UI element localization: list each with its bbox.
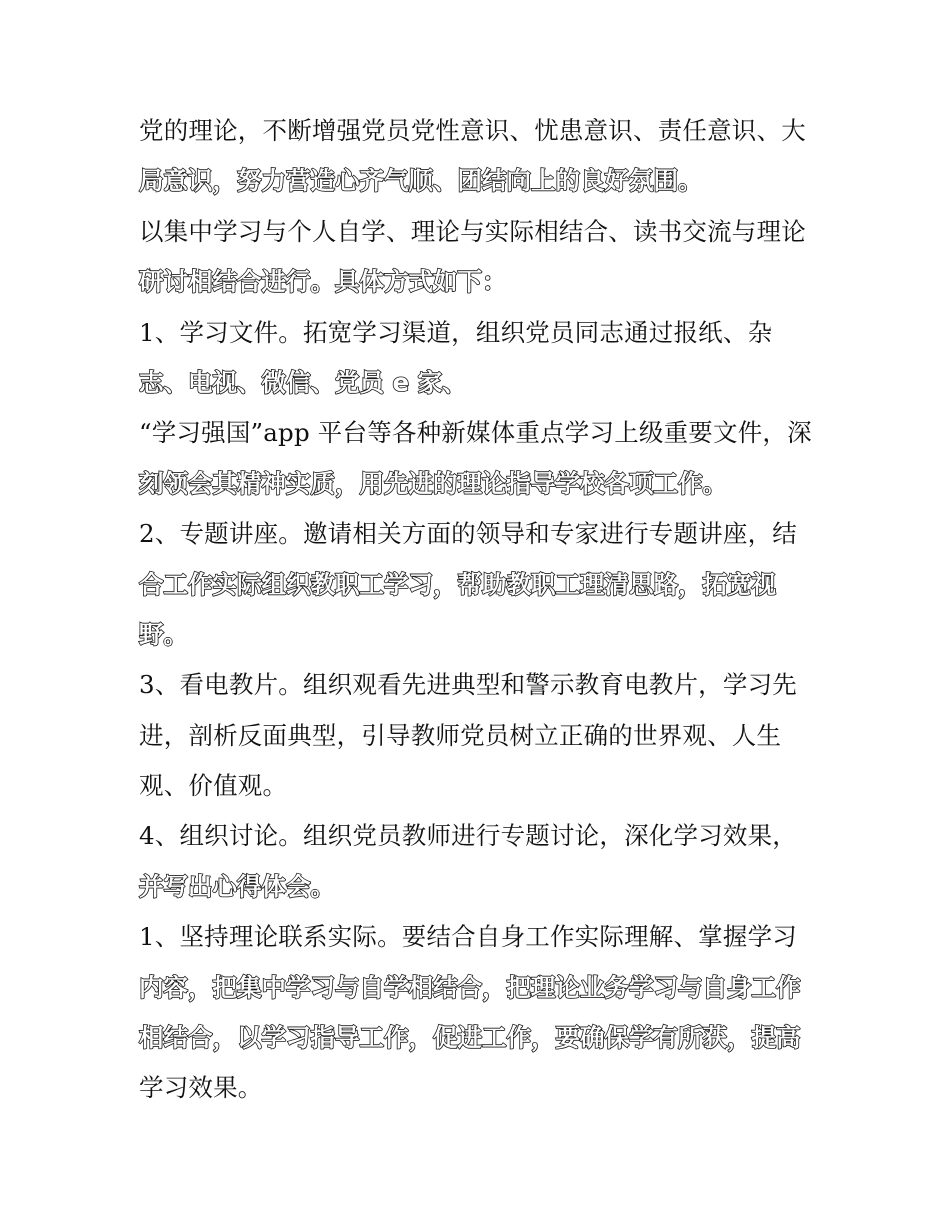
text-line: 局意识，努力营造心齐气顺、团结向上的良好氛围。 [139,166,703,196]
text-line: 进，剖析反面典型，引导教师党员树立正确的世界观、人生 [139,720,782,750]
text-line: 研讨相结合进行。具体方式如下： [139,267,507,297]
document-body [139,106,819,1114]
text-line: 党的理论，不断增强党员党性意识、忧患意识、责任意识、大 [139,116,806,145]
text-line: 野。 [139,619,188,649]
text-line: 内容，把集中学习与自学相结合，把理论业务学习与自身工作 [139,972,801,1002]
text-line: 并写出心得体会。 [139,871,335,901]
text-line: 观、价值观。 [139,771,288,801]
text-line: 以集中学习与个人自学、理论与实际相结合、读书交流与理论 [139,216,806,246]
text-line: 刻领会其精神实质，用先进的理论指导学校各项工作。 [139,468,727,498]
text-line: 学习效果。 [139,1073,263,1103]
text-line: 志、电视、微信、党员 e 家、 [139,367,467,397]
text-line: 4、组织讨论。组织党员教师进行专题讨论，深化学习效果， [139,821,797,851]
text-line: 1、坚持理论联系实际。要结合自身工作实际理解、掌握学习 [139,922,797,952]
text-line: 合工作实际组织教职工学习，帮助教职工理清思路，拓宽视 [139,569,776,599]
text-line: 相结合，以学习指导工作，促进工作，要确保学有所获，提高 [139,1023,801,1053]
text-line: 3、看电教片。组织观看先进典型和警示教育电教片，学习先 [139,670,797,700]
text-line: “学习强国”app 平台等各种新媒体重点学习上级重要文件，深 [139,418,812,448]
text-line: 1、学习文件。拓宽学习渠道，组织党员同志通过报纸、杂 [139,317,773,347]
text-line: 2、专题讲座。邀请相关方面的领导和专家进行专题讲座，结 [139,519,797,549]
